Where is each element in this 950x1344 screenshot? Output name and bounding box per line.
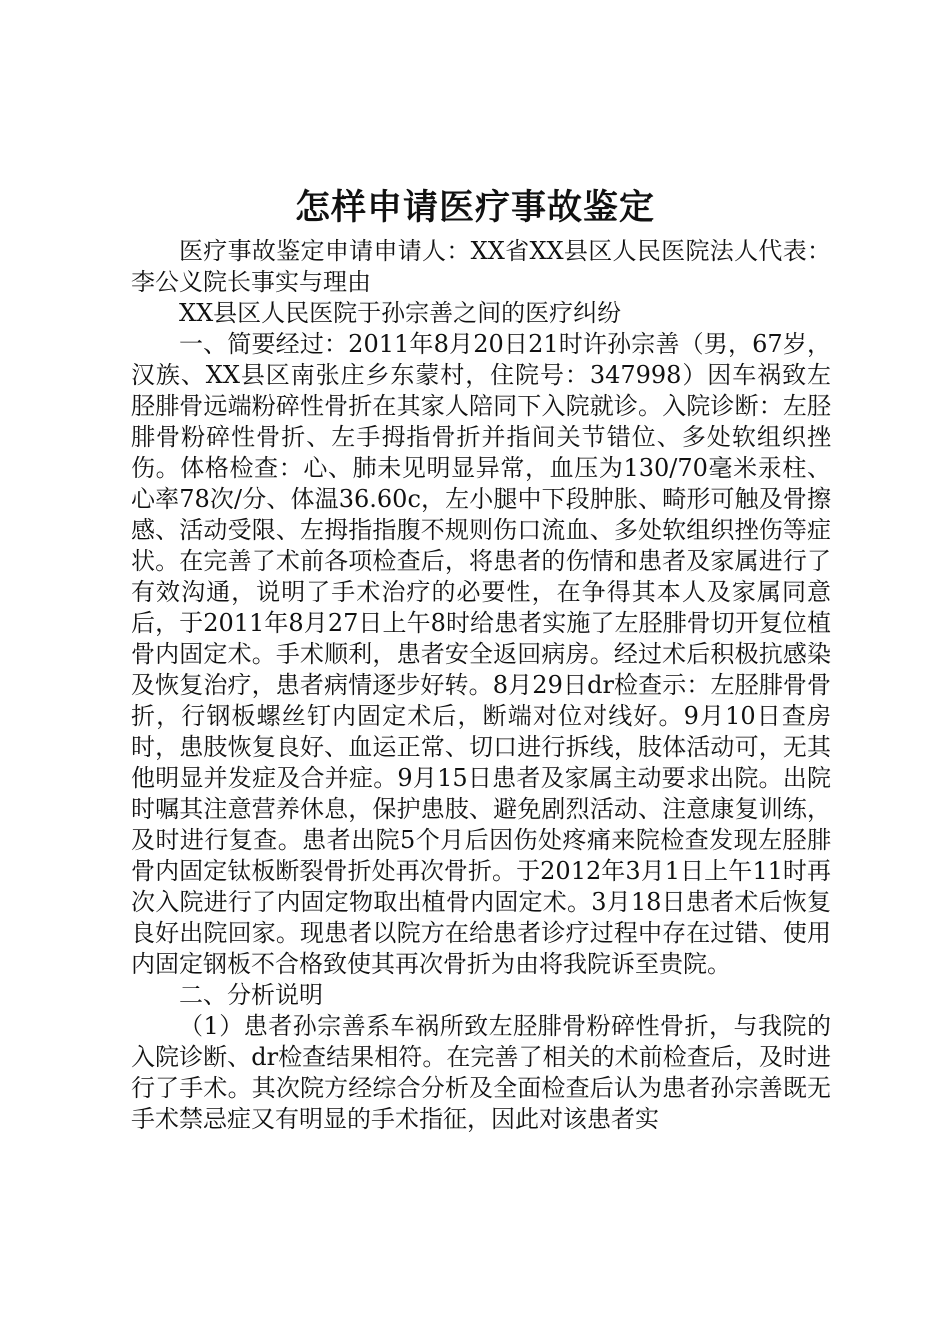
paragraph-summary: 一、简要经过：2011年8月20日21时许孙宗善（男，67岁，汉族、XX县区南张庄乡东蒙村，住院号：347998）因车祸致左胫腓骨远端粉碎性骨折在其家人陪同下入院就诊。入院诊断：左胫腓骨粉碎性骨折、左手拇指骨折并指间关节错位、多处软组织挫伤。体格检查：心、肺未见明显异常，血压为130/70毫米汞柱、心率78次/分、体温36.60c，左小腿中下段肿胀、畸形可触及骨擦感、活动受限、左拇指指腹不规则伤口流血、多处软组织挫伤等症状。在完善了术前各项检查后，将患者的伤情和患者及家属进行了有效沟通，说明了手术治疗的必要性，在争得其本人及家属同意后，于2011年8月27日上午8时给患者实施了左胫腓骨切开复位植骨内固定术。手术顺利，患者安全返回病房。经过术后积极抗感染及恢复治疗，患者病情逐步好转。8月29日dr检查示：左胫腓骨骨折，行钢板螺丝钉内固定术后，断端对位对线好。9月10日查房时，患肢恢复良好、血运正常、切口进行拆线，肢体活动可，无其他明显并发症及合并症。9月15日患者及家属主动要求出院。出院时嘱其注意营养休息，保护患肢、避免剧烈活动、注意康复训练，及时进行复查。患者出院5个月后因伤处疼痛来院检查发现左胫腓骨内固定钛板断裂骨折处再次骨折。于2012年3月1日上午11时再次入院进行了内固定物取出植骨内固定术。3月18日患者术后恢复良好出院回家。现患者以院方在给患者诊疗过程中存在过错、使用内固定钢板不合格致使其再次骨折为由将我院诉至贵院。: [131, 330, 831, 978]
paragraph-applicant: 医疗事故鉴定申请申请人：XX省XX县区人民医院法人代表：李公义院长事实与理由: [131, 237, 831, 296]
paragraph-analysis-1: （1）患者孙宗善系车祸所致左胫腓骨粉碎性骨折，与我院的入院诊断、dr检查结果相符。在完善了相关的术前检查后，及时进行了手术。其次院方经综合分析及全面检查后认为患者孙宗善既无手术禁忌症又有明显的手术指征，因此对该患者实: [131, 1012, 831, 1133]
document-body: [131, 236, 831, 1135]
document-title: 怎样申请医疗事故鉴定: [294, 187, 655, 228]
paragraph-dispute: XX县区人民医院于孙宗善之间的医疗纠纷: [179, 299, 622, 327]
section-heading-analysis: 二、分析说明: [179, 981, 323, 1009]
